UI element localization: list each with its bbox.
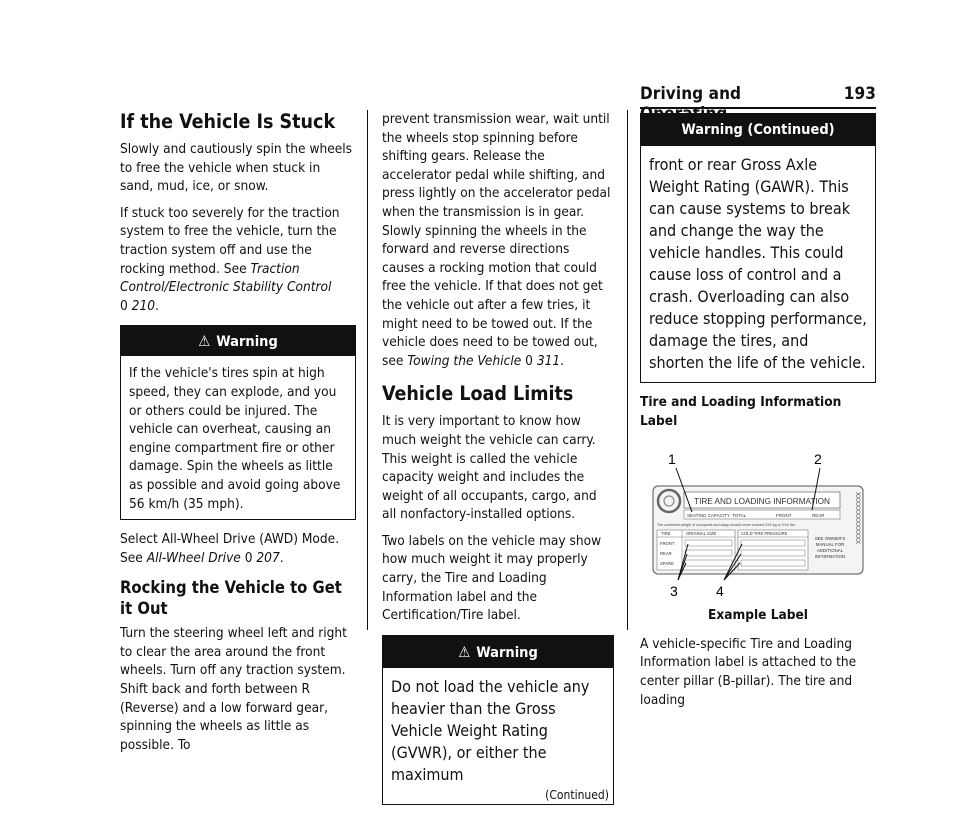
warning-header: Warning (Continued) [641,114,875,146]
paragraph-text: Select All-Wheel Drive (AWD) Mode. See [120,531,340,566]
warning-box [120,325,356,520]
paragraph: Slowly and cautiously spin the wheels to free the vehicle when stuck in sand, mud, ice, or snow. [120,141,353,195]
warning-title: Warning [476,644,538,661]
warning-triangle-icon: ⚠ [458,642,471,661]
cross-reference-link[interactable] [147,550,280,566]
warning-title: Warning [216,334,278,351]
warning-header [121,326,355,356]
page-arrow-icon: 0 [244,549,253,566]
cross-reference-title: Towing the Vehicle [407,352,522,369]
column-divider [627,110,628,630]
see-owners-line: SEE OWNER'S [814,536,846,542]
paragraph: Select All-Wheel Drive (AWD) Mode. See All-Wheel Drive 0 207. [120,531,340,566]
warning-text: front or rear Gross Axle Weight Rating (GAWR). This can cause systems to break and change the way the vehicle handles. This could cause loss of control and a crash. Overloading can also reduce stopping performance, damage the tires, and shorten the life of the vehicle. [649,155,867,372]
warning-text: Do not load the vehicle any heavier than the Gross Vehicle Weight Rating (GVWR), or either the maximum [391,676,590,784]
section-heading: Vehicle Load Limits [382,382,574,406]
warning-box [382,635,614,805]
warning-header [383,636,613,668]
row-rear: REAR [660,551,672,557]
col-original-size: ORIGINAL SIZE [686,531,717,537]
see-owners-line: ADDITIONAL [816,548,844,554]
warning-text: If the vehicle's tires spin at high speed, they can explode, and you or others could be injured. The vehicle can overheat, causing an engine compartment fire or other damage. Spin the wheels as little as possible and avoid going above 56 km/h (35 mph). [129,365,341,512]
page-number: 193 [843,84,876,104]
label-title: TIRE AND LOADING INFORMATION [694,497,830,507]
row-front: FRONT [660,541,675,547]
paragraph: Two labels on the vehicle may show how much weight it may properly carry, the Tire and Loading Information label and the Certification/Tire label. [382,532,602,624]
cross-reference-page: 207 [256,549,280,566]
seating-capacity-text: SEATING CAPACITY [687,513,730,519]
paragraph: A vehicle-specific Tire and Loading Information label is attached to the center pillar (B-pillar). The tire and loading [640,635,857,708]
callout-1: 1 [668,451,676,468]
section-title: Driving and [640,84,742,104]
warning-triangle-icon: ⚠ [198,332,211,351]
col-tire: TIRE [661,531,671,537]
column-3 [640,110,876,717]
figure-caption: Example Label [707,607,808,624]
callout-4: 4 [716,583,724,600]
cross-reference-link[interactable] [407,353,560,369]
header-rule [640,107,876,109]
cross-reference-page: 210 [131,297,156,314]
page-arrow-icon: 0 [525,352,533,369]
col-cold-pressure: COLD TIRE PRESSURE [741,531,788,537]
column-1 [120,110,356,762]
paragraph-text: If stuck too severely for the traction system to free the vehicle, turn the traction system off and use the rocking method. See [120,204,340,277]
total-text: TOTAL [732,513,747,519]
paragraph: If stuck too severely for the traction system to free the vehicle, turn the traction system off and use the rocking method. See Traction Control/Electronic Stability Control 0 210. [120,204,340,314]
column-divider [367,110,368,630]
combined-weight-text: The combined weight of occupants and cargo should never exceed XXX kg or XXX lbs. [657,523,796,528]
cross-reference-page: 311 [536,352,561,369]
see-owners-line: INFORMATION [814,554,846,560]
row-spare: SPARE [660,561,674,567]
callout-2: 2 [814,451,822,468]
paragraph-text: prevent transmission wear, wait until the wheels stop spinning before shifting gears. Release the accelerator pedal while shifting, and press lightly on the accelerator pedal when the transmission is in gear. Slowly spinning the wheels in the forward and reverse directions causes a rocking motion that could free the vehicle. If that does not get the vehicle out after a few tries, it might need to be towed out. If the vehicle does need to be towed out, see [382,111,611,369]
page-arrow-icon: 0 [120,297,128,314]
paragraph: Turn the steering wheel left and right to clear the area around the front wheels. Turn off any traction system. Shift back and forth between R (Reverse) and a low forward gear, spinning the wheels as little as possible. To [120,625,347,753]
tire-label-illustration [640,430,876,606]
figure-heading: Tire and Loading Information Label [640,394,842,429]
front-text: FRONT [776,513,792,519]
column-2 [382,110,614,815]
cross-reference-title: Traction Control/Electronic Stability Control [120,260,332,296]
section-heading: If the Vehicle Is Stuck [120,110,336,133]
tire-label-figure [640,430,876,606]
see-owners-line: MANUAL FOR [815,542,845,548]
callout-3: 3 [670,583,678,600]
warning-box-continued [640,113,876,383]
subsection-heading: Rocking the Vehicle to Get it Out [120,578,342,619]
paragraph: It is very important to know how much weight the vehicle can carry. This weight is called the vehicle capacity weight and includes the weight of all occupants, cargo, and all nonfactory-installed options. [382,413,597,523]
cross-reference-title: All-Wheel Drive [146,549,241,566]
side-code: XXXXXXXXXXXXX [854,492,860,545]
rear-text: REAR [812,513,825,519]
continued-note: (Continued) [545,787,609,802]
paragraph: prevent transmission wear, wait until the wheels stop spinning before shifting gears. Release the accelerator pedal while shifting, and press lightly on the accelerator pedal when the transmission is in gear. Slowly spinning the wheels in the forward and reverse directions causes a rocking motion that could free the vehicle. If that does not get the vehicle out after a few tries, it might need to be towed out. If the vehicle does need to be towed out, see Towing the Vehicle 0 311. [382,111,611,369]
